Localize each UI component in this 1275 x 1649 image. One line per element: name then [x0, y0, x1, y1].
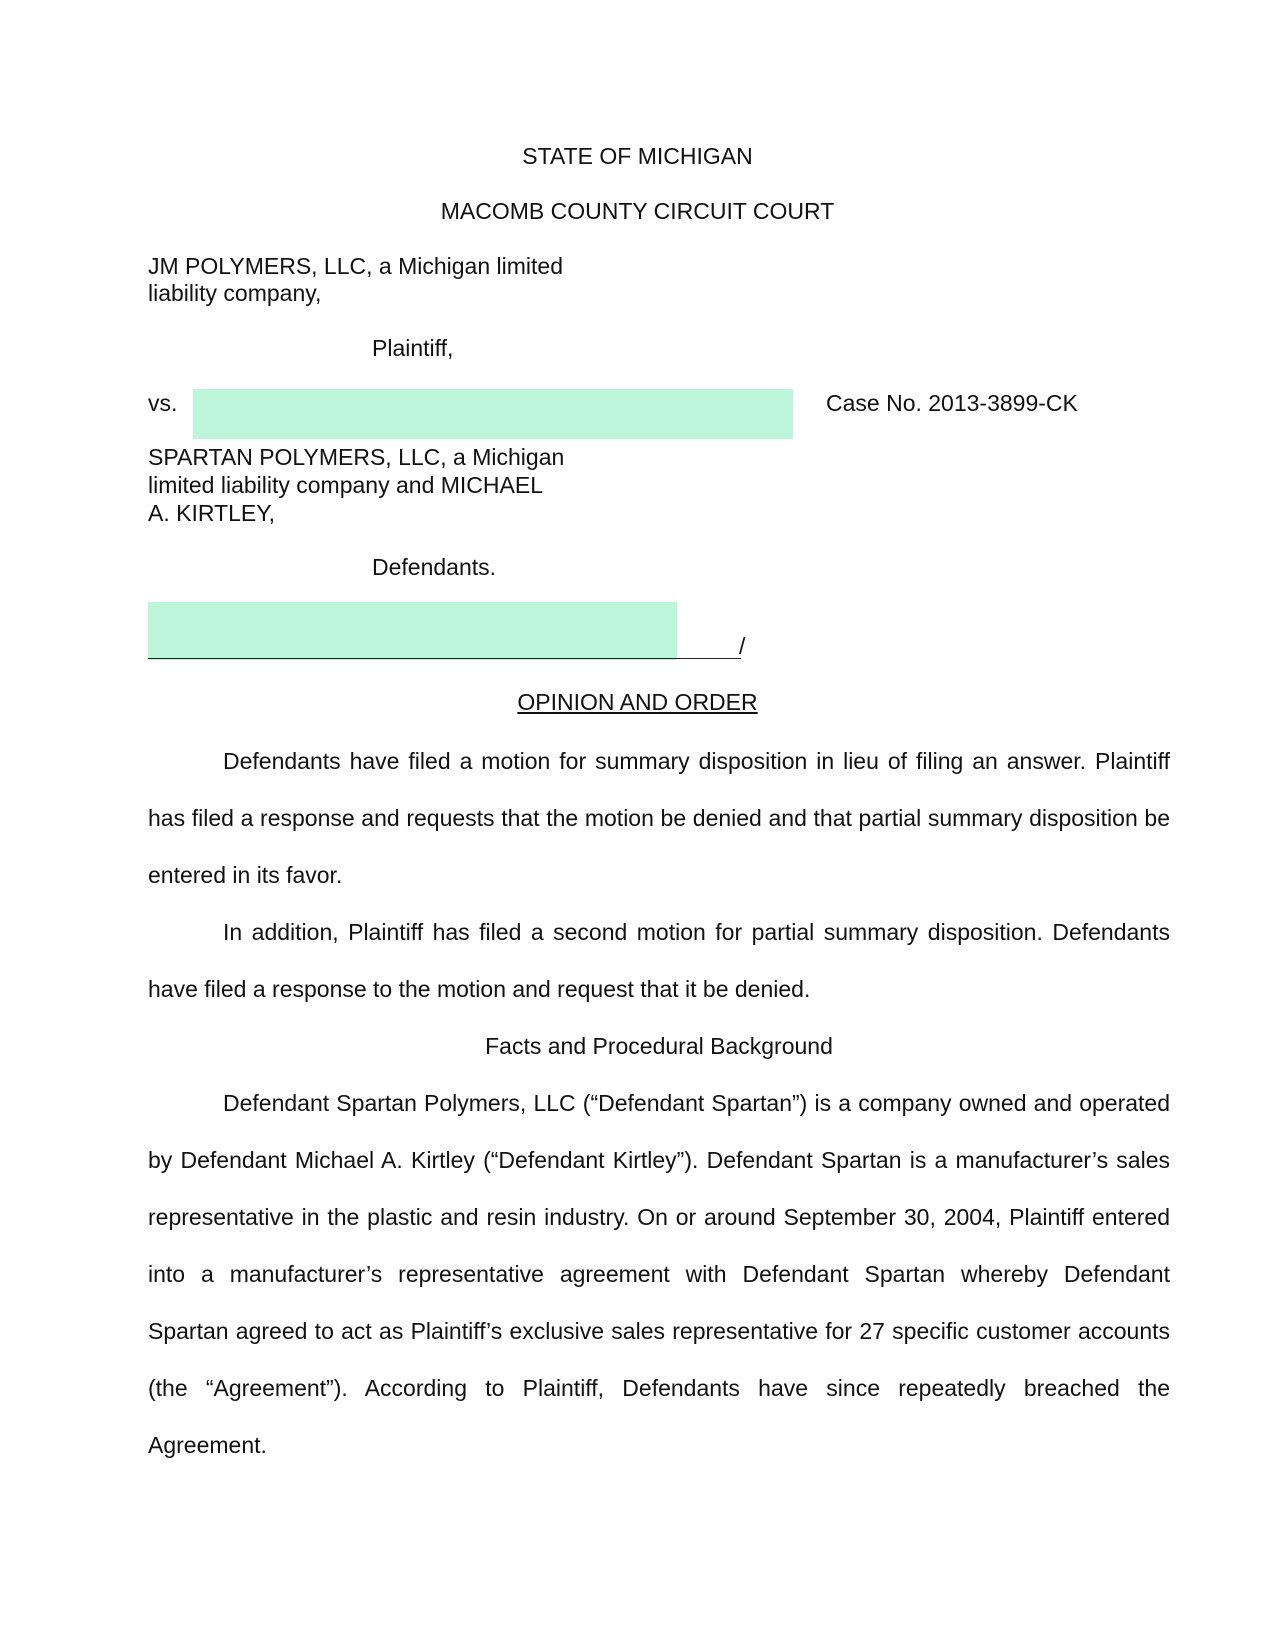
case-number: Case No. 2013-3899-CK [826, 390, 1078, 416]
highlight-box [193, 389, 793, 439]
state-heading: STATE OF MICHIGAN [522, 143, 753, 169]
court-heading: MACOMB COUNTY CIRCUIT COURT [440, 198, 835, 224]
defendant-name-line2: limited liability company and MICHAEL [148, 472, 543, 498]
paragraph-3: Defendant Spartan Polymers, LLC (“Defendant Spartan”) is a company owned and operated by Defendant Michael A. Kirtley (“Defendant Kirtley”). Defendant Spartan is a manufacturer’s sales representative in the plastic and resin industry. On or around September 30, 2004, Plaintiff entered into a manufacturer’s representative agreement with Defendant Spartan whereby Defendant Spartan agreed to act as Plaintiff’s exclusive sales representative for 27 specific customer accounts (the “Agreement”). According to Plaintiff, Defendants have since repeatedly breached the Agreement. [148, 1090, 1170, 1458]
body-text [148, 733, 1170, 1474]
defendant-role: Defendants. [372, 554, 497, 580]
paragraph-2: In addition, Plaintiff has filed a second motion for partial summary disposition. Defendants have filed a response to the motion and request that it be denied. [148, 919, 1170, 1002]
caption-divider-line [148, 640, 741, 659]
paragraph-1: Defendants have filed a motion for summary disposition in lieu of filing an answer. Plaintiff has filed a response and requests that the motion be denied and that partial summary disposition be entered in its favor. [148, 748, 1170, 888]
defendant-name-line1: SPARTAN POLYMERS, LLC, a Michigan [148, 444, 565, 470]
plaintiff-name-line2: liability company, [148, 280, 322, 306]
versus-label: vs. [148, 390, 178, 416]
document-title: OPINION AND ORDER [517, 689, 758, 715]
section-heading: Facts and Procedural Background [485, 1033, 833, 1059]
plaintiff-role: Plaintiff, [372, 335, 454, 361]
defendant-name-line3: A. KIRTLEY, [148, 500, 275, 526]
caption-slash: / [739, 633, 746, 659]
plaintiff-name-line1: JM POLYMERS, LLC, a Michigan limited [148, 253, 563, 279]
